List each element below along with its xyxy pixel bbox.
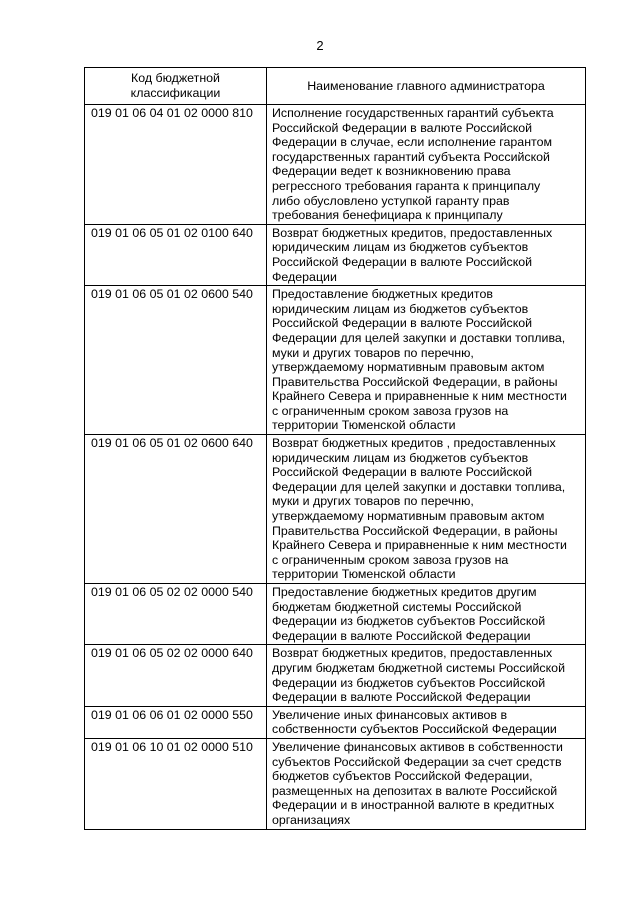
name-line: утверждаемому нормативным правовым актом bbox=[272, 360, 545, 375]
name-line: Возврат бюджетных кредитов , предоставленных bbox=[272, 436, 556, 451]
administrator-name-cell bbox=[267, 706, 586, 738]
table-row bbox=[85, 286, 586, 435]
header-code bbox=[85, 68, 267, 105]
name-line: бюджетов субъектов Российской Федерации, bbox=[272, 769, 533, 784]
table-row bbox=[85, 584, 586, 645]
name-line: бюджетам бюджетной системы Российской bbox=[272, 599, 522, 614]
name-line: Крайнего Севера и приравненные к ним местности bbox=[272, 538, 567, 553]
header-code-line: классификации bbox=[130, 86, 221, 100]
name-line: Российской Федерации в валюте Российской bbox=[272, 254, 533, 269]
budget-code-cell: 019 01 06 05 01 02 0600 640 bbox=[85, 435, 267, 584]
name-line: субъектов Российской Федерации за счет средств bbox=[272, 754, 562, 769]
name-line: Федерации из бюджетов субъектов Российской bbox=[272, 614, 546, 629]
name-line: Федерации и в иностранной валюте в кредитных bbox=[272, 798, 555, 813]
administrator-name-cell bbox=[267, 435, 586, 584]
name-line: территории Тюменской области bbox=[272, 567, 456, 582]
name-line: Возврат бюджетных кредитов, предоставленных bbox=[272, 225, 553, 240]
name-line: либо обусловлено уступкой гаранту прав bbox=[272, 193, 510, 208]
name-line: территории Тюменской области bbox=[272, 418, 456, 433]
name-line: Федерации в валюте Российской Федерации bbox=[272, 690, 531, 705]
name-line: Федерации в валюте Российской Федерации bbox=[272, 628, 531, 643]
name-line: Правительства Российской Федерации, в районы bbox=[272, 374, 558, 389]
page-number: 2 bbox=[316, 38, 324, 53]
name-line: Российской Федерации в валюте Российской bbox=[272, 465, 533, 480]
budget-code-cell: 019 01 06 05 02 02 0000 640 bbox=[85, 645, 267, 706]
name-line: размещенных на депозитах в валюте Российской bbox=[272, 783, 558, 798]
name-line: муки и других товаров по перечню, bbox=[272, 494, 474, 509]
administrator-name-cell bbox=[267, 645, 586, 706]
table-row bbox=[85, 224, 586, 285]
budget-code-cell: 019 01 06 05 01 02 0600 540 bbox=[85, 286, 267, 435]
name-line: государственных гарантий субъекта Российской bbox=[272, 149, 550, 164]
name-line: юридическим лицам из бюджетов субъектов bbox=[272, 301, 529, 316]
name-line: регрессного требования гаранта к принципалу bbox=[272, 178, 541, 193]
table-header-row bbox=[85, 68, 586, 105]
name-line: Возврат бюджетных кредитов, предоставленных bbox=[272, 646, 553, 661]
table-row bbox=[85, 435, 586, 584]
name-line: с ограниченным сроком завоза грузов на bbox=[272, 403, 509, 418]
name-line: юридическим лицам из бюджетов субъектов bbox=[272, 450, 529, 465]
header-name: Наименование главного администратора bbox=[267, 68, 586, 105]
name-line: Федерации ведет к возникновению права bbox=[272, 164, 511, 179]
name-line: другим бюджетам бюджетной системы Российской bbox=[272, 660, 565, 675]
name-line: Увеличение иных финансовых активов в bbox=[272, 707, 508, 722]
administrator-name-cell bbox=[267, 224, 586, 285]
administrator-name-cell bbox=[267, 584, 586, 645]
table-row bbox=[85, 706, 586, 738]
name-line: муки и других товаров по перечню, bbox=[272, 345, 474, 360]
name-line: Федерации для целей закупки и доставки топлива, bbox=[272, 479, 566, 494]
name-line: Федерации в случае, если исполнение гарантом bbox=[272, 135, 552, 150]
name-line: Увеличение финансовых активов в собственности bbox=[272, 739, 563, 754]
name-line: Российской Федерации в валюте Российской bbox=[272, 120, 533, 135]
name-line: Федерации bbox=[272, 269, 337, 284]
budget-code-cell: 019 01 06 04 01 02 0000 810 bbox=[85, 105, 267, 225]
name-line: организациях bbox=[272, 812, 351, 827]
name-line: Предоставление бюджетных кредитов bbox=[272, 287, 493, 302]
header-code-line: Код бюджетной bbox=[131, 71, 220, 86]
name-line: Крайнего Севера и приравненные к ним местности bbox=[272, 389, 567, 404]
administrator-name-cell bbox=[267, 738, 586, 829]
budget-code-cell: 019 01 06 10 01 02 0000 510 bbox=[85, 738, 267, 829]
name-line: Исполнение государственных гарантий субъекта bbox=[272, 106, 554, 120]
table-row bbox=[85, 105, 586, 225]
name-line: Федерации из бюджетов субъектов Российской bbox=[272, 675, 546, 690]
administrator-name-cell bbox=[267, 286, 586, 435]
name-line: Правительства Российской Федерации, в районы bbox=[272, 523, 558, 538]
name-line: Российской Федерации в валюте Российской bbox=[272, 316, 533, 331]
name-line: юридическим лицам из бюджетов субъектов bbox=[272, 240, 529, 255]
table-row bbox=[85, 645, 586, 706]
table-body bbox=[85, 105, 586, 830]
budget-code-cell: 019 01 06 05 01 02 0100 640 bbox=[85, 224, 267, 285]
table-row bbox=[85, 738, 586, 829]
name-line: утверждаемому нормативным правовым актом bbox=[272, 509, 545, 524]
budget-code-cell: 019 01 06 05 02 02 0000 540 bbox=[85, 584, 267, 645]
budget-code-cell: 019 01 06 06 01 02 0000 550 bbox=[85, 706, 267, 738]
budget-classification-table bbox=[84, 67, 586, 830]
name-line: требования бенефициара к принципалу bbox=[272, 208, 503, 223]
name-line: Федерации для целей закупки и доставки топлива, bbox=[272, 330, 566, 345]
name-line: Предоставление бюджетных кредитов другим bbox=[272, 585, 537, 599]
name-line: с ограниченным сроком завоза грузов на bbox=[272, 552, 509, 567]
administrator-name-cell bbox=[267, 105, 586, 225]
name-line: собственности субъектов Российской Федерации bbox=[272, 722, 557, 737]
